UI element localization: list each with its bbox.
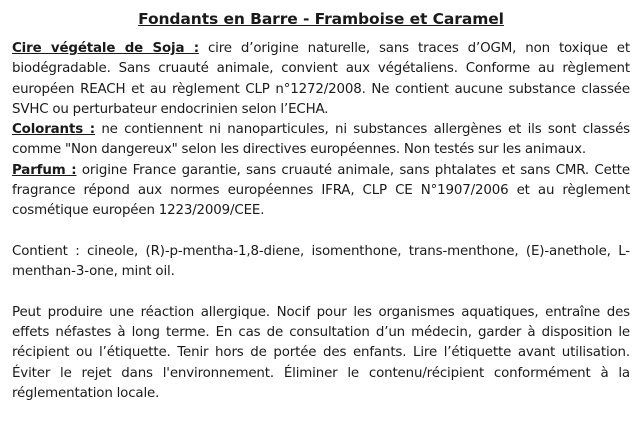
section-colorants-label: Colorants :: [12, 122, 95, 138]
contient-paragraph: Contient : cineole, (R)-p-mentha-1,8-diene, isomenthone, trans-menthone, (E)-anethole, L-menthan-3-one, mint oil.: [12, 243, 630, 280]
paragraph-spacer: [12, 283, 630, 303]
section-colorants: [12, 120, 630, 161]
document-page: [12, 8, 630, 404]
section-cire-label: Cire végétale de Soja :: [12, 41, 199, 56]
section-cire-text: cire d’origine naturelle, sans traces d’OGM, non toxique et biodégradable. Sans cruauté animale, convient aux végétaliens. Conforme au règlement européen REACH et au règlement CLP n°1272/2008. Ne contient aucune substance classée SVHC ou perturbateur endocrinien selon l’ECHA.: [12, 41, 630, 117]
section-parfum-text: origine France garantie, sans cruauté animale, sans phtalates et sans CMR. Cette fragrance répond aux normes européennes IFRA, CLP CE N°1907/2006 et au règlement cosmétique européen 1223/2009/CEE.: [12, 162, 630, 219]
warning-paragraph: Peut produire une réaction allergique. Nocif pour les organismes aquatiques, entraîne des effets néfastes à long terme. En cas de consultation d’un médecin, garder à disposition le récipient ou l’étiquette. Tenir hors de portée des enfants. Lire l’étiquette avant utilisation. Éviter le rejet dans l'environnement. Éliminer le contenu/récipient conformément à la réglementation locale.: [12, 304, 630, 402]
section-parfum-label: Parfum :: [12, 162, 77, 178]
section-cire: [12, 39, 630, 120]
section-colorants-text: ne contiennent ni nanoparticules, ni substances allergènes et ils sont classés comme "Non dangereux" selon les directives européennes. Non testés sur les animaux.: [12, 122, 630, 158]
section-parfum: [12, 161, 630, 222]
paragraph-spacer: [12, 222, 630, 242]
document-title: Fondants en Barre - Framboise et Caramel: [138, 10, 504, 28]
